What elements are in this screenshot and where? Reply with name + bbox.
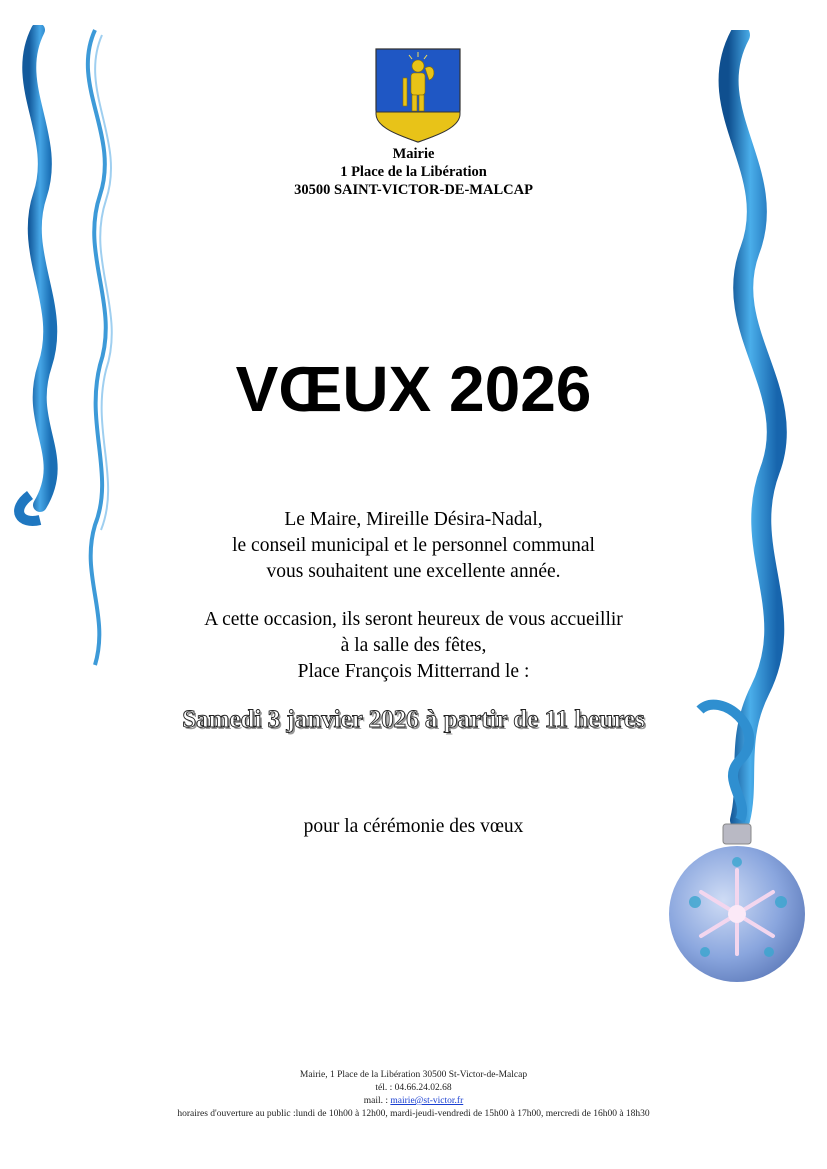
invitation-line: à la salle des fêtes, [340, 635, 487, 656]
footer-hours: horaires d'ouverture au public :lundi de 10h00 à 12h00, mardi-jeudi-vendredi de 15h00 à 17h00, mercredi de 16h00 à 18h30 [177, 1109, 650, 1119]
footer-address: Mairie, 1 Place de la Libération 30500 St-Victor-de-Malcap [299, 1070, 528, 1080]
closing-line: pour la cérémonie des vœux [303, 816, 524, 837]
christmas-bauble-icon [665, 822, 815, 987]
greeting-line: vous souhaitent une excellente année. [266, 561, 561, 582]
header-line-address: 1 Place de la Libération [340, 164, 487, 180]
footer-phone: tél. : 04.66.24.02.68 [375, 1083, 452, 1093]
greeting-line: Le Maire, Mireille Désira-Nadal, [284, 509, 543, 530]
invitation-line: Place François Mitterrand le : [297, 661, 530, 682]
footer-mail-link[interactable]: mairie@st-victor.fr [390, 1096, 464, 1106]
mairie-header [0, 145, 827, 199]
footer-mail-line [0, 1095, 827, 1108]
header-line-mairie: Mairie [392, 146, 435, 162]
page-title: VŒUX 2026 [235, 353, 592, 425]
event-date: Samedi 3 janvier 2026 à partir de 11 heures [182, 706, 645, 733]
invitation-line: A cette occasion, ils seront heureux de vous accueillir [204, 609, 623, 630]
footer [0, 1069, 827, 1121]
greeting-paragraph [0, 507, 827, 585]
invitation-paragraph [0, 607, 827, 685]
greeting-line: le conseil municipal et le personnel communal [232, 535, 595, 556]
footer-mail-label: mail. : [363, 1096, 391, 1106]
header-line-city: 30500 SAINT-VICTOR-DE-MALCAP [294, 182, 533, 198]
coat-of-arms-icon [375, 48, 461, 143]
